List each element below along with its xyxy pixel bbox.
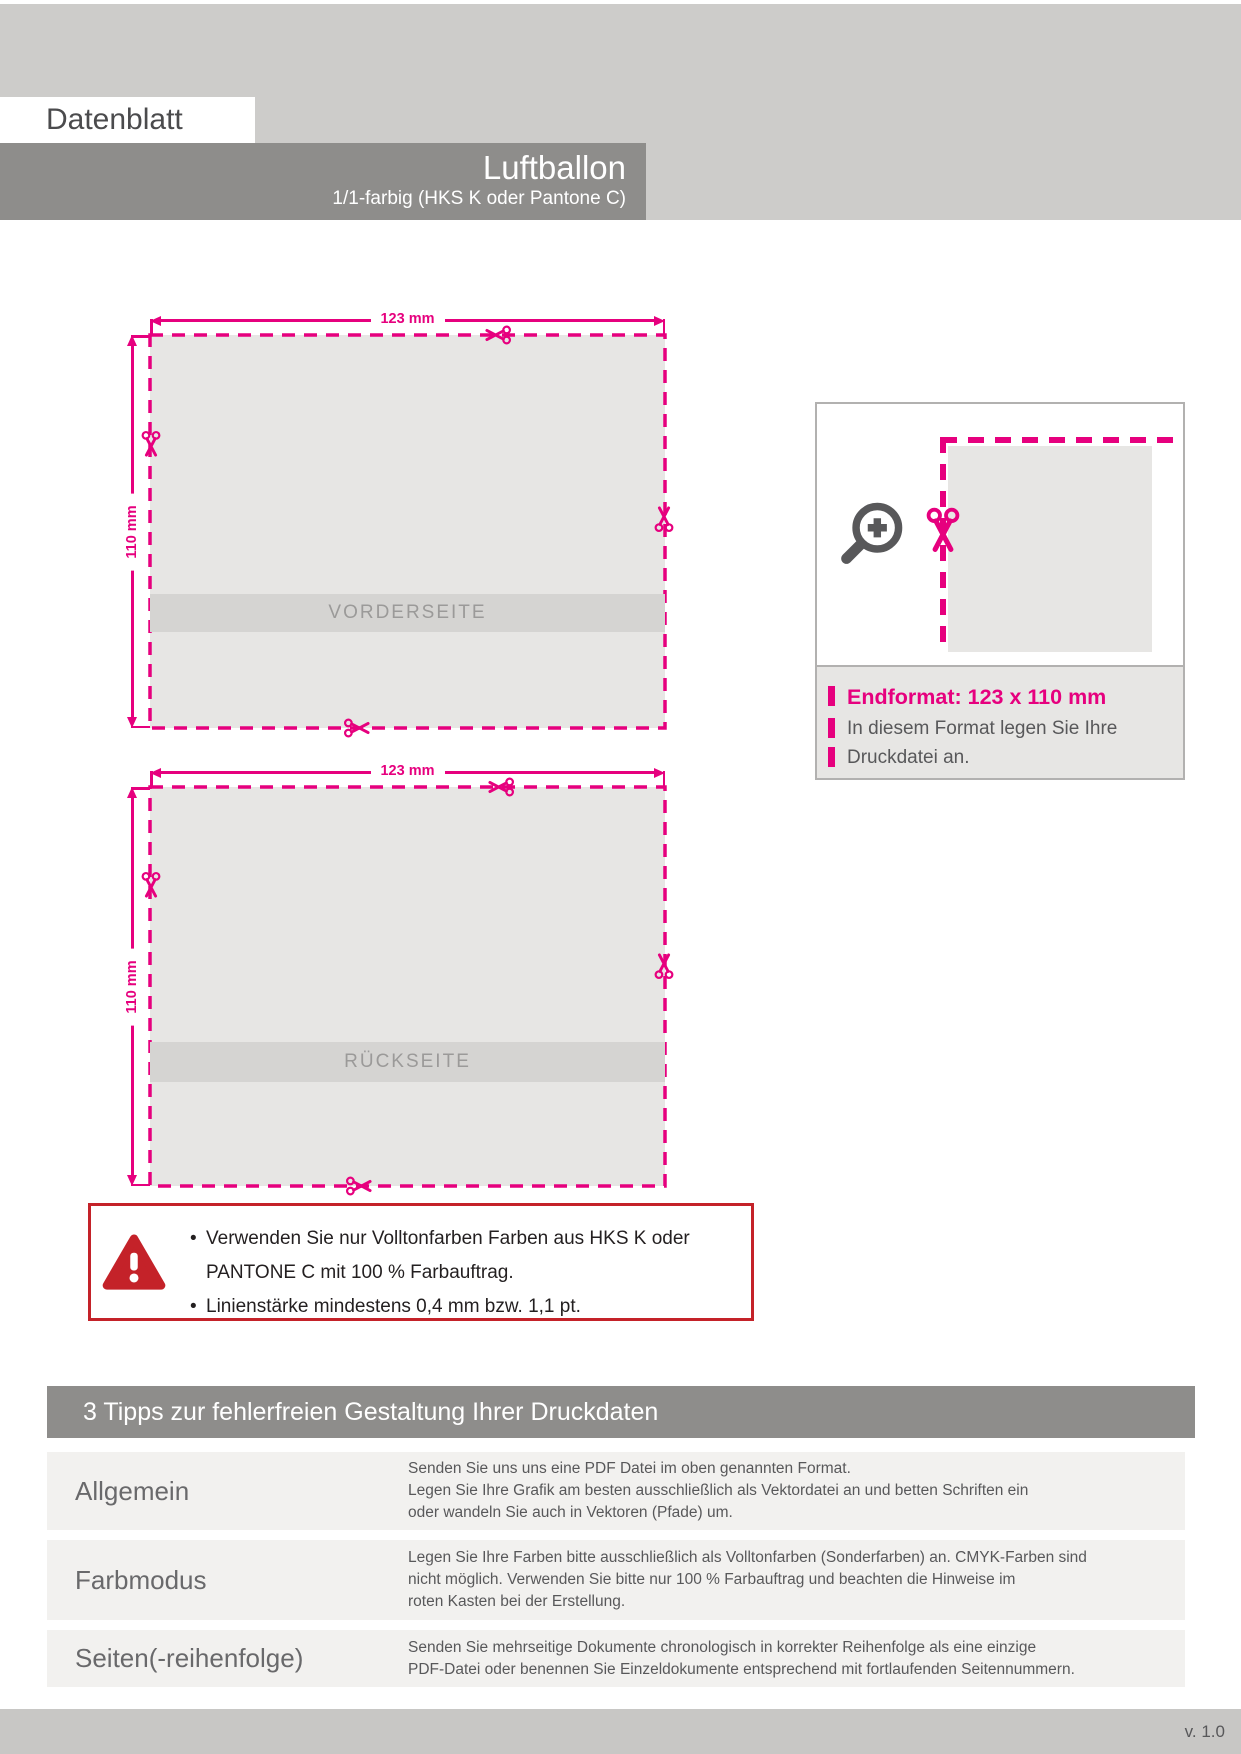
scissors-icon	[347, 713, 369, 748]
tip-row-allgemein	[47, 1452, 1185, 1530]
scissors-icon	[140, 871, 162, 906]
title-bar	[0, 143, 646, 220]
dash-bullet-icon	[828, 747, 835, 767]
front-width-label: 123 mm	[370, 311, 444, 327]
format-preview-area	[948, 446, 1152, 652]
tip-row-seitenreihenfolge	[47, 1630, 1185, 1687]
arrow-down-icon	[127, 1175, 137, 1186]
product-title: Luftballon	[482, 149, 626, 186]
front-panel-band: VORDERSEITE	[150, 594, 665, 632]
endformat-desc-line-1: In diesem Format legen Sie Ihre	[828, 718, 1117, 739]
back-height-label: 110 mm	[124, 948, 140, 1025]
scissors-icon	[924, 506, 962, 563]
tip-row-text: Legen Sie Ihre Farben bitte ausschließlich als Volltonfarben (Sonderfarben) an. CMYK-Farben sind nicht möglich. Verwenden Sie bitte nur 100 % Farbauftrag und beachten die Hinweise im roten Kasten bei der Erstellung.	[408, 1549, 1087, 1610]
arrow-up-icon	[127, 787, 137, 798]
cut-line-horizontal	[941, 437, 1183, 443]
scissors-icon	[486, 320, 508, 355]
dash-bullet-icon	[828, 718, 835, 738]
back-panel-cut-area	[148, 785, 667, 1188]
front-height-dimension	[116, 335, 150, 728]
scissors-icon	[653, 503, 675, 538]
tip-row-label: Seiten(-reihenfolge)	[75, 1643, 304, 1673]
footer-bar	[0, 1709, 1241, 1754]
tips-heading-bar: 3 Tipps zur fehlerfreien Gestaltung Ihrer Druckdaten	[47, 1386, 1195, 1438]
sheet-label: Datenblatt	[0, 97, 255, 143]
front-width-dimension	[150, 311, 665, 336]
arrow-left-icon	[150, 316, 161, 326]
bullet-icon: •	[190, 1296, 197, 1317]
back-width-label: 123 mm	[370, 763, 444, 779]
warning-line: • Verwenden Sie nur Volltonfarben Farben aus HKS K oder	[190, 1226, 690, 1252]
back-width-dimension	[150, 763, 665, 788]
tip-row-text: Senden Sie uns uns eine PDF Datei im oben genannten Format. Legen Sie Ihre Grafik am besten ausschließlich als Vektordatei an und betten Schriften ein oder wandeln Sie auch in Vektoren (Pfade) um.	[408, 1460, 1029, 1521]
arrow-right-icon	[654, 316, 665, 326]
tip-row-label: Farbmodus	[75, 1564, 207, 1595]
front-height-label: 110 mm	[124, 493, 140, 570]
warning-icon	[101, 1234, 167, 1297]
back-height-dimension	[116, 787, 150, 1186]
scissors-icon	[489, 772, 511, 807]
scissors-icon	[349, 1171, 371, 1206]
endformat-title: Endformat: 123 x 110 mm	[847, 685, 1107, 709]
endformat-title-line	[828, 686, 1106, 708]
warning-line: PANTONE C mit 100 % Farbauftrag.	[206, 1262, 514, 1283]
arrow-up-icon	[127, 335, 137, 346]
arrow-right-icon	[654, 768, 665, 778]
tip-row-label: Allgemein	[75, 1475, 190, 1506]
arrow-down-icon	[127, 717, 137, 728]
scissors-icon	[653, 950, 675, 985]
bullet-icon: •	[190, 1228, 197, 1249]
warning-line: • Linienstärke mindestens 0,4 mm bzw. 1,1 pt.	[190, 1294, 581, 1320]
version-label: v. 1.0	[1184, 1722, 1225, 1741]
endformat-desc-line-2: Druckdatei an.	[828, 747, 970, 768]
dash-bullet-icon	[828, 686, 835, 706]
back-panel-band: RÜCKSEITE	[150, 1042, 665, 1082]
zoom-in-icon	[838, 498, 906, 571]
tip-row-farbmodus	[47, 1540, 1185, 1620]
front-panel-cut-area	[148, 333, 667, 730]
arrow-left-icon	[150, 768, 161, 778]
tip-row-text: Senden Sie mehrseitige Dokumente chronologisch in korrekter Reihenfolge als eine einzige PDF-Datei oder benennen Sie Einzeldokumente entsprechend mit fortlaufenden Seitennummern.	[408, 1638, 1075, 1678]
product-subtitle: 1/1-farbig (HKS K oder Pantone C)	[332, 188, 626, 209]
scissors-icon	[140, 430, 162, 465]
